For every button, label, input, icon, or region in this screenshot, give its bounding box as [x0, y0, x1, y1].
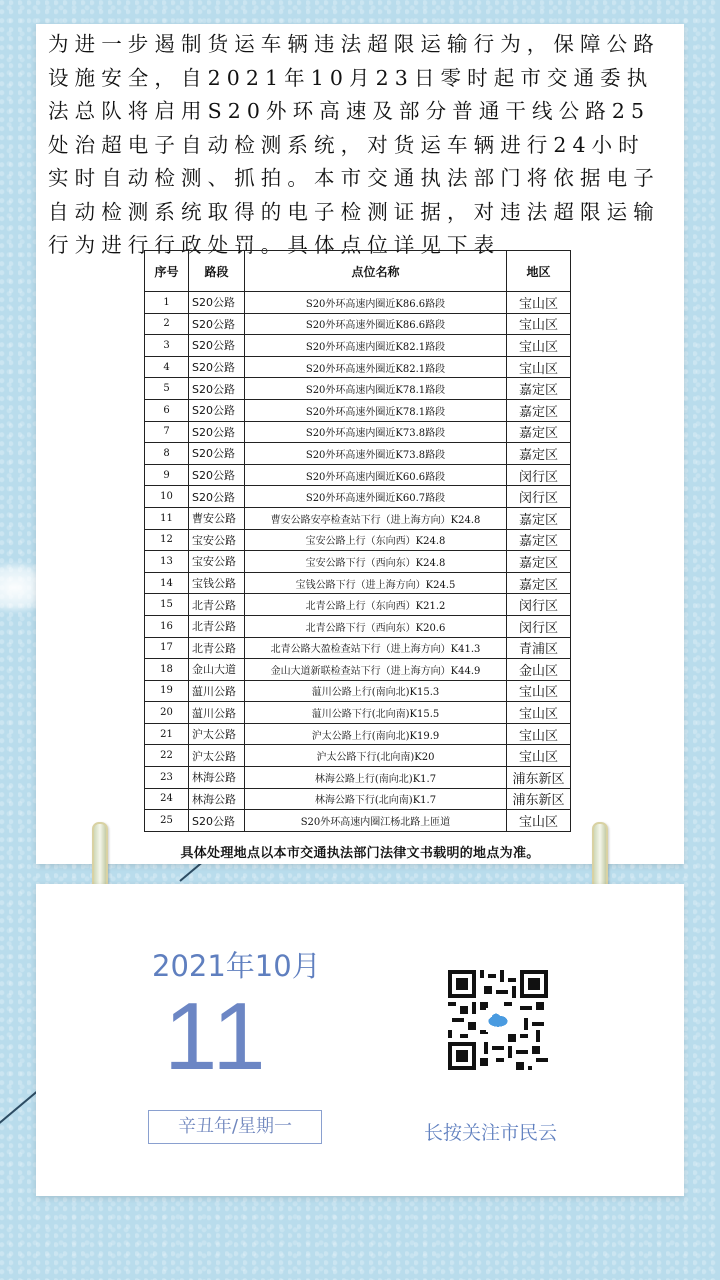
row-location: S20外环高速内圈近K82.1路段 [245, 335, 507, 357]
row-road: S20公路 [189, 464, 245, 486]
row-location: S20外环高速外圈近K82.1路段 [245, 356, 507, 378]
row-location: S20外环高速外圈近K86.6路段 [245, 313, 507, 335]
calendar-card [36, 884, 684, 1196]
row-index: 7 [145, 421, 189, 443]
row-district: 嘉定区 [507, 529, 571, 551]
row-district: 浦东新区 [507, 767, 571, 789]
table-row [145, 356, 571, 378]
row-index: 2 [145, 313, 189, 335]
table-row [145, 443, 571, 465]
row-district: 闵行区 [507, 486, 571, 508]
table-header-row [145, 251, 571, 292]
row-index: 21 [145, 723, 189, 745]
row-index: 1 [145, 292, 189, 314]
row-district: 宝山区 [507, 335, 571, 357]
table-row [145, 335, 571, 357]
table-row [145, 680, 571, 702]
row-location: 林海公路上行(南向北)K1.7 [245, 767, 507, 789]
table-row [145, 507, 571, 529]
row-location: 沪太公路上行(南向北)K19.9 [245, 723, 507, 745]
row-road: 金山大道 [189, 659, 245, 681]
row-index: 15 [145, 594, 189, 616]
table-row [145, 551, 571, 573]
row-district: 金山区 [507, 659, 571, 681]
header-road: 路段 [189, 251, 245, 292]
table-row [145, 464, 571, 486]
table-body [145, 292, 571, 832]
row-district: 青浦区 [507, 637, 571, 659]
row-road: 林海公路 [189, 788, 245, 810]
row-district: 宝山区 [507, 356, 571, 378]
row-road: 曹安公路 [189, 507, 245, 529]
table-row [145, 637, 571, 659]
row-index: 10 [145, 486, 189, 508]
row-location: S20外环高速外圈近K78.1路段 [245, 399, 507, 421]
row-index: 22 [145, 745, 189, 767]
row-district: 嘉定区 [507, 399, 571, 421]
row-location: S20外环高速外圈近K73.8路段 [245, 443, 507, 465]
row-road: S20公路 [189, 378, 245, 400]
table-row [145, 529, 571, 551]
row-location: S20外环高速内圈近K86.6路段 [245, 292, 507, 314]
row-road: S20公路 [189, 443, 245, 465]
table-row [145, 421, 571, 443]
row-road: 蕰川公路 [189, 702, 245, 724]
table-row [145, 723, 571, 745]
row-road: 宝安公路 [189, 551, 245, 573]
notice-card [36, 24, 684, 864]
row-district: 宝山区 [507, 313, 571, 335]
row-district: 闵行区 [507, 615, 571, 637]
intro-paragraph: 为进一步遏制货运车辆违法超限运输行为，保障公路设施安全，自2021年10月23日零时起市交通委执法总队将启用S20外环高速及部分普通干线公路25处治超电子自动检测系统，对货运车辆进行24小时实时自动检测、抓拍。本市交通执法部门将依据电子自动检测系统取得的电子检测证据，对违法超限运输行为进行行政处罚。具体点位详见下表 [48, 32, 660, 257]
row-district: 嘉定区 [507, 507, 571, 529]
checkpoint-table-container [144, 250, 570, 832]
row-location: S20外环高速内圈近K60.6路段 [245, 464, 507, 486]
header-location: 点位名称 [245, 251, 507, 292]
row-district: 嘉定区 [507, 378, 571, 400]
row-district: 宝山区 [507, 723, 571, 745]
row-index: 23 [145, 767, 189, 789]
row-index: 16 [145, 615, 189, 637]
row-district: 宝山区 [507, 680, 571, 702]
row-road: S20公路 [189, 335, 245, 357]
row-road: S20公路 [189, 313, 245, 335]
lunar-weekday-box: 辛丑年/星期一 [148, 1110, 322, 1144]
table-row [145, 659, 571, 681]
table-row [145, 767, 571, 789]
day-number: 11 [164, 983, 268, 1090]
table-row [145, 810, 571, 832]
row-index: 13 [145, 551, 189, 573]
row-road: S20公路 [189, 399, 245, 421]
table-row [145, 702, 571, 724]
table-row [145, 745, 571, 767]
row-location: 宝安公路下行（西向东）K24.8 [245, 551, 507, 573]
qr-code-icon[interactable] [448, 970, 548, 1070]
row-location: 北青公路上行（东向西）K21.2 [245, 594, 507, 616]
row-location: S20外环高速外圈近K60.7路段 [245, 486, 507, 508]
row-location: 曹安公路安亭检查站下行（进上海方向）K24.8 [245, 507, 507, 529]
table-row [145, 399, 571, 421]
row-road: S20公路 [189, 356, 245, 378]
row-road: 北青公路 [189, 615, 245, 637]
footnote: 具体处理地点以本市交通执法部门法律文书载明的地点为准。 [180, 846, 540, 861]
row-road: 沪太公路 [189, 723, 245, 745]
row-index: 19 [145, 680, 189, 702]
row-index: 9 [145, 464, 189, 486]
row-road: S20公路 [189, 810, 245, 832]
row-index: 11 [145, 507, 189, 529]
row-location: 蕰川公路下行(北向南)K15.5 [245, 702, 507, 724]
row-location: 蕰川公路上行(南向北)K15.3 [245, 680, 507, 702]
row-index: 12 [145, 529, 189, 551]
row-index: 14 [145, 572, 189, 594]
row-district: 嘉定区 [507, 421, 571, 443]
table-row [145, 486, 571, 508]
row-district: 嘉定区 [507, 572, 571, 594]
row-road: 北青公路 [189, 637, 245, 659]
row-location: 沪太公路下行(北向南)K20 [245, 745, 507, 767]
table-row [145, 313, 571, 335]
row-index: 25 [145, 810, 189, 832]
row-district: 宝山区 [507, 292, 571, 314]
row-location: 北青公路大盈检查站下行（进上海方向）K41.3 [245, 637, 507, 659]
row-district: 浦东新区 [507, 788, 571, 810]
row-road: 宝安公路 [189, 529, 245, 551]
table-row [145, 594, 571, 616]
row-location: 金山大道新联检查站下行（进上海方向）K44.9 [245, 659, 507, 681]
row-road: 蕰川公路 [189, 680, 245, 702]
row-road: S20公路 [189, 486, 245, 508]
row-index: 6 [145, 399, 189, 421]
row-index: 24 [145, 788, 189, 810]
row-index: 17 [145, 637, 189, 659]
row-district: 宝山区 [507, 810, 571, 832]
row-road: S20公路 [189, 421, 245, 443]
table-row [145, 378, 571, 400]
year-month: 2021年10月 [152, 949, 321, 983]
follow-prompt[interactable]: 长按关注市民云 [424, 1122, 558, 1144]
row-road: 沪太公路 [189, 745, 245, 767]
row-index: 8 [145, 443, 189, 465]
header-index: 序号 [145, 251, 189, 292]
row-road: S20公路 [189, 292, 245, 314]
row-district: 嘉定区 [507, 551, 571, 573]
row-road: 北青公路 [189, 594, 245, 616]
row-location: S20外环高速内圈近K78.1路段 [245, 378, 507, 400]
row-district: 闵行区 [507, 464, 571, 486]
row-location: 宝安公路上行（东向西）K24.8 [245, 529, 507, 551]
row-location: 宝钱公路下行（进上海方向）K24.5 [245, 572, 507, 594]
row-location: 北青公路下行（西向东）K20.6 [245, 615, 507, 637]
table-row [145, 788, 571, 810]
table-row [145, 615, 571, 637]
row-location: S20外环高速内圈近K73.8路段 [245, 421, 507, 443]
row-index: 4 [145, 356, 189, 378]
row-road: 宝钱公路 [189, 572, 245, 594]
row-district: 宝山区 [507, 702, 571, 724]
row-index: 5 [145, 378, 189, 400]
header-district: 地区 [507, 251, 571, 292]
row-district: 闵行区 [507, 594, 571, 616]
row-index: 18 [145, 659, 189, 681]
table-row [145, 572, 571, 594]
row-index: 3 [145, 335, 189, 357]
row-location: 林海公路下行(北向南)K1.7 [245, 788, 507, 810]
row-location: S20外环高速内圈江杨北路上匝道 [245, 810, 507, 832]
row-district: 宝山区 [507, 745, 571, 767]
row-index: 20 [145, 702, 189, 724]
table-row [145, 292, 571, 314]
row-district: 嘉定区 [507, 443, 571, 465]
row-road: 林海公路 [189, 767, 245, 789]
checkpoint-table [144, 250, 571, 832]
